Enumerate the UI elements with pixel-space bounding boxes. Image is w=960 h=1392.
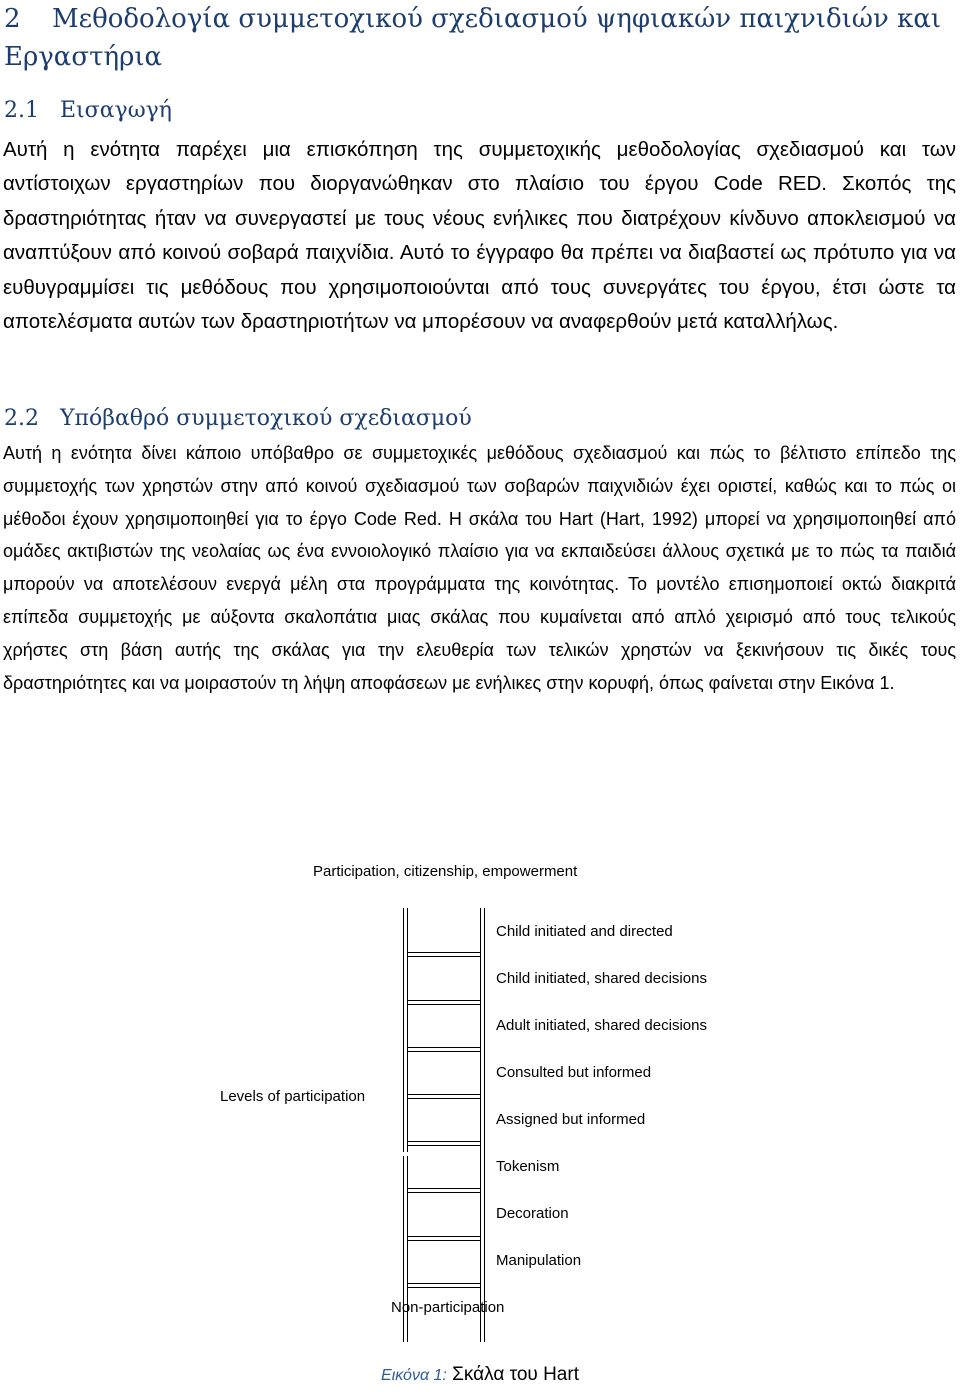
caption-text: Σκάλα του Hart bbox=[446, 1364, 579, 1385]
ladder-step-label: Child initiated, shared decisions bbox=[496, 970, 707, 987]
harts-ladder-figure bbox=[0, 850, 960, 1330]
ladder-left-rail-upper bbox=[403, 908, 408, 1152]
ladder-step-label: Manipulation bbox=[496, 1252, 582, 1269]
figure-caption bbox=[0, 1362, 960, 1389]
background-paragraph: Αυτή η ενότητα δίνει κάποιο υπόβαθρο σε συμμετοχικές μεθόδους σχεδιασμού και πώς το βέλτιστο επίπεδο της συμμετοχής των χρηστών στην από κοινού σχεδιασμού των σοβαρών παιχνιδιών έχει οριστεί, καθώς και το πώς οι μέθοδοι έχουν χρησιμοποιηθεί για το έργο Code Red. Η σκάλα του Hart (Hart, 1992) μπορεί να χρησιμοποιηθεί από ομάδες ακτιβιστών της νεολαίας ως ένα εννοιολογικό πλαίσιο για να εκπαιδεύσει άλλους σχετικά με το πώς τα παιδιά μπορούν να αποτελέσουν ενεργά μέλη στα προγράμματα της κοινότητας. Το μοντέλο επισημοποιεί οκτώ διακριτά επίπεδα συμμετοχής με αύξοντα σκαλοπάτια μιας σκάλας που κυμαίνεται από απλό χειρισμό από τους τελικούς χρήστες στη βάση αυτής της σκάλας για την ελευθερία των τελικών χρηστών να ξεκινήσουν τις δικές τους δραστηριότητες και να μοιραστούν τη λήψη αποφάσεων με ενήλικες στην κορυφή, όπως φαίνεται στην Εικόνα 1. bbox=[3, 443, 956, 693]
ladder-right-rail bbox=[480, 908, 485, 1342]
ladder-step-label: Child initiated and directed bbox=[496, 923, 673, 940]
ladder-step-label: Decoration bbox=[496, 1205, 569, 1222]
section-heading-intro bbox=[4, 96, 172, 126]
ladder-rung bbox=[408, 1094, 480, 1099]
section-number: 2.2 bbox=[4, 406, 39, 431]
ladder-bottom-label: Non-participation bbox=[391, 1299, 505, 1316]
chapter-title: Μεθοδολογία συμμετοχικού σχεδιασμού ψηφιακών παιχνιδιών και Εργαστήρια bbox=[4, 4, 942, 72]
caption-label: Εικόνα 1: bbox=[381, 1367, 447, 1384]
intro-paragraph: Αυτή η ενότητα παρέχει μια επισκόπηση της συμμετοχικής μεθοδολογίας σχεδιασμού και των αντίστοιχων εργαστηρίων που διοργανώθηκαν στο πλαίσιο του έργου Code RED. Σκοπός της δραστηριότητας ήταν να συνεργαστεί με τους νέους ενήλικες που διατρέχουν κίνδυνο αποκλεισμού να αναπτύξουν από κοινού σοβαρά παιχνίδια. Αυτό το έγγραφο θα πρέπει να διαβαστεί ως πρότυπο για να ευθυγραμμίσει τις μεθόδους που χρησιμοποιούνται από τους συνεργάτες του έργου, έτσι ώστε τα αποτελέσματα αυτών των δραστηριοτήτων να μπορέσουν να αναφερθούν μετά καταλλήλως. bbox=[3, 138, 956, 334]
section-title: Υπόβαθρό συμμετοχικού σχεδιασμού bbox=[60, 406, 472, 431]
ladder-step-label: Assigned but informed bbox=[496, 1111, 646, 1128]
ladder-rung bbox=[408, 1047, 480, 1052]
ladder-rung bbox=[408, 1000, 480, 1005]
levels-of-participation-label: Levels of participation bbox=[220, 1088, 366, 1105]
ladder-rung bbox=[408, 1188, 480, 1193]
ladder-step-label: Tokenism bbox=[496, 1158, 560, 1175]
ladder-rung bbox=[408, 1141, 480, 1146]
ladder-step-label: Adult initiated, shared decisions bbox=[496, 1017, 707, 1034]
ladder-step-label: Consulted but informed bbox=[496, 1064, 652, 1081]
ladder-rung bbox=[408, 952, 480, 957]
ladder-rung bbox=[408, 1283, 480, 1288]
section-title: Εισαγωγή bbox=[60, 98, 172, 123]
section-heading-background bbox=[4, 404, 472, 434]
chapter-heading bbox=[4, 0, 954, 76]
chapter-number: 2 bbox=[4, 4, 21, 34]
ladder-rung bbox=[408, 1236, 480, 1241]
section-number: 2.1 bbox=[4, 98, 39, 123]
ladder-top-label: Participation, citizenship, empowerment bbox=[313, 863, 578, 880]
